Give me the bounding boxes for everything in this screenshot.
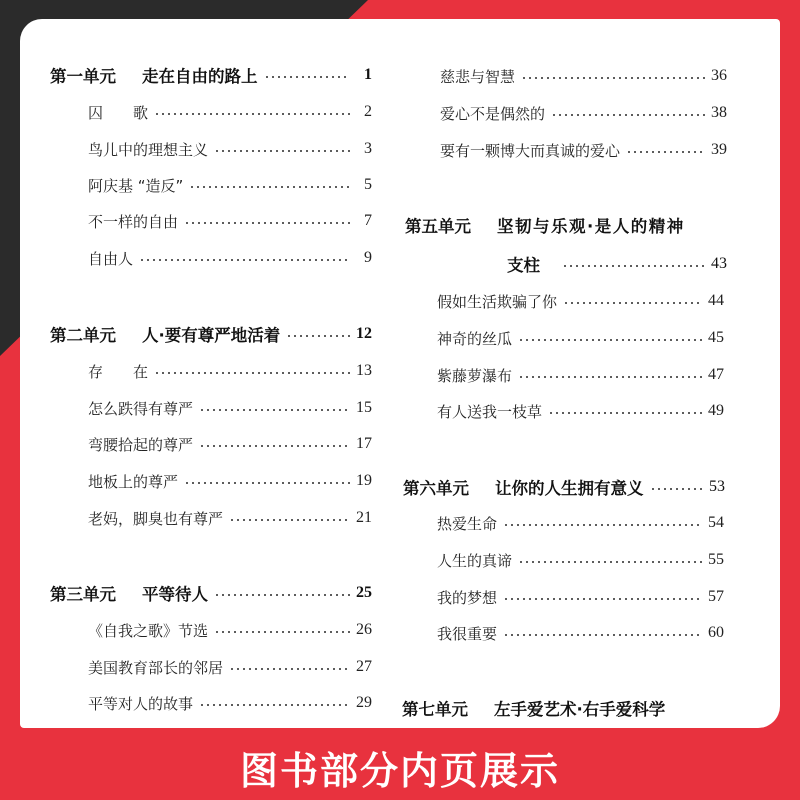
toc-item <box>437 399 724 423</box>
item-title: 美国教育部长的邻居 <box>88 658 224 677</box>
toc-unit-heading <box>402 696 724 720</box>
toc-item <box>437 621 724 645</box>
toc-item <box>440 101 727 125</box>
item-title: 鸟儿中的理想主义 <box>88 140 209 159</box>
item-title: 地板上的尊严 <box>88 472 179 491</box>
unit-title: 左手爱艺术·右手爱科学 <box>494 700 666 719</box>
toc-item <box>88 432 372 456</box>
toc-item <box>88 469 372 493</box>
toc-item <box>88 100 372 124</box>
page-number: 47 <box>708 366 724 383</box>
page-number: 19 <box>356 472 372 489</box>
dot-leader <box>229 668 350 670</box>
page-number: 25 <box>356 584 372 601</box>
page-number: 27 <box>356 658 372 675</box>
dot-leader <box>139 259 350 261</box>
unit-number: 第一单元 <box>50 67 116 86</box>
toc-unit-heading <box>50 322 372 346</box>
dot-leader <box>518 339 702 341</box>
item-title: 慈悲与智慧 <box>440 67 516 86</box>
toc-unit-heading <box>405 213 727 237</box>
page-number: 57 <box>708 588 724 605</box>
toc-item <box>88 691 372 715</box>
page-number: 26 <box>356 621 372 638</box>
unit-title: 人·要有尊严地活着 <box>142 326 281 345</box>
unit-number: 第五单元 <box>405 217 471 236</box>
item-title: 平等对人的故事 <box>88 694 194 713</box>
dot-leader <box>562 265 705 267</box>
page-number: 5 <box>364 176 372 193</box>
item-title: 囚 歌 <box>88 103 149 122</box>
dot-leader <box>286 335 350 337</box>
page-number: 2 <box>364 103 372 120</box>
toc-item <box>88 396 372 420</box>
page-number: 15 <box>356 399 372 416</box>
page-number: 49 <box>708 402 724 419</box>
item-title: 阿庆基 “造反” <box>88 176 184 195</box>
dot-leader <box>551 114 705 116</box>
dot-leader <box>650 488 704 490</box>
toc-item <box>88 209 372 233</box>
toc-item <box>437 289 724 313</box>
page-number: 1 <box>364 66 372 83</box>
page-number: 36 <box>711 67 727 84</box>
dot-leader <box>563 302 702 304</box>
dot-leader <box>518 376 702 378</box>
toc-unit-heading-continued <box>507 252 727 276</box>
unit-title-continued: 支柱 <box>507 256 540 275</box>
toc-item <box>440 138 727 162</box>
item-title: 神奇的丝瓜 <box>437 329 513 348</box>
item-title: 《自我之歌》节选 <box>88 621 209 640</box>
toc-unit-heading <box>403 475 725 499</box>
page-number: 38 <box>711 104 727 121</box>
unit-number: 第七单元 <box>402 700 468 719</box>
item-title: 存 在 <box>88 362 149 381</box>
item-title: 有人送我一枝草 <box>437 402 543 421</box>
item-title: 紫藤萝瀑布 <box>437 366 513 385</box>
toc-item <box>437 363 724 387</box>
page-number: 39 <box>711 141 727 158</box>
toc-item <box>88 655 372 679</box>
dot-leader <box>184 482 350 484</box>
dot-leader <box>154 113 350 115</box>
page-number: 17 <box>356 435 372 452</box>
page-number: 12 <box>356 325 372 342</box>
toc-item <box>88 173 372 197</box>
dot-leader <box>199 409 350 411</box>
page-number: 44 <box>708 292 724 309</box>
unit-number: 第二单元 <box>50 326 116 345</box>
dot-leader <box>521 77 705 79</box>
unit-title: 平等待人 <box>142 585 208 604</box>
dot-leader <box>199 445 350 447</box>
page-number: 54 <box>708 514 724 531</box>
item-title: 我很重要 <box>437 624 498 643</box>
item-title: 不一样的自由 <box>88 212 179 231</box>
page-number: 13 <box>356 362 372 379</box>
unit-title: 走在自由的路上 <box>142 67 258 86</box>
toc-item <box>440 64 727 88</box>
item-title: 爱心不是偶然的 <box>440 104 546 123</box>
page-number: 3 <box>364 140 372 157</box>
item-title: 要有一颗博大而真诚的爱心 <box>440 141 621 160</box>
toc-item <box>88 506 372 530</box>
page-number: 29 <box>356 694 372 711</box>
unit-title: 让你的人生拥有意义 <box>495 479 644 498</box>
item-title: 怎么跌得有尊严 <box>88 399 194 418</box>
dot-leader <box>503 598 702 600</box>
toc-item <box>88 246 372 270</box>
toc-item <box>88 618 372 642</box>
dot-leader <box>229 519 350 521</box>
page-number: 7 <box>364 212 372 229</box>
page-number: 21 <box>356 509 372 526</box>
dot-leader <box>214 631 350 633</box>
toc-item <box>437 585 724 609</box>
item-title: 老妈，脚臭也有尊严 <box>88 509 224 528</box>
item-title: 自由人 <box>88 249 134 268</box>
dot-leader <box>184 222 350 224</box>
item-title: 热爱生命 <box>437 514 498 533</box>
page-number: 60 <box>708 624 724 641</box>
item-title: 我的梦想 <box>437 588 498 607</box>
page-number: 45 <box>708 329 724 346</box>
page-number: 43 <box>711 255 727 272</box>
toc-item <box>437 326 724 350</box>
unit-number: 第三单元 <box>50 585 116 604</box>
dot-leader <box>154 372 350 374</box>
caption-banner: 图书部分内页展示 <box>239 749 560 793</box>
toc-unit-heading <box>50 63 372 87</box>
toc-item <box>437 548 724 572</box>
dot-leader <box>214 594 350 596</box>
item-title: 弯腰拾起的尊严 <box>88 435 194 454</box>
dot-leader <box>199 704 350 706</box>
toc-item <box>437 511 724 535</box>
page-number: 55 <box>708 551 724 568</box>
toc-item <box>88 137 372 161</box>
dot-leader <box>189 186 350 188</box>
dot-leader <box>503 634 702 636</box>
item-title: 假如生活欺骗了你 <box>437 292 558 311</box>
dot-leader <box>214 150 350 152</box>
unit-number: 第六单元 <box>403 479 469 498</box>
toc-item <box>88 359 372 383</box>
toc-unit-heading <box>50 581 372 605</box>
page-number: 53 <box>709 478 725 495</box>
item-title: 人生的真谛 <box>437 551 513 570</box>
dot-leader <box>264 76 351 78</box>
dot-leader <box>518 561 702 563</box>
unit-title: 坚韧与乐观·是人的精神 <box>497 217 685 236</box>
dot-leader <box>548 412 702 414</box>
dot-leader <box>626 151 705 153</box>
dot-leader <box>503 524 702 526</box>
page-number: 9 <box>364 249 372 266</box>
